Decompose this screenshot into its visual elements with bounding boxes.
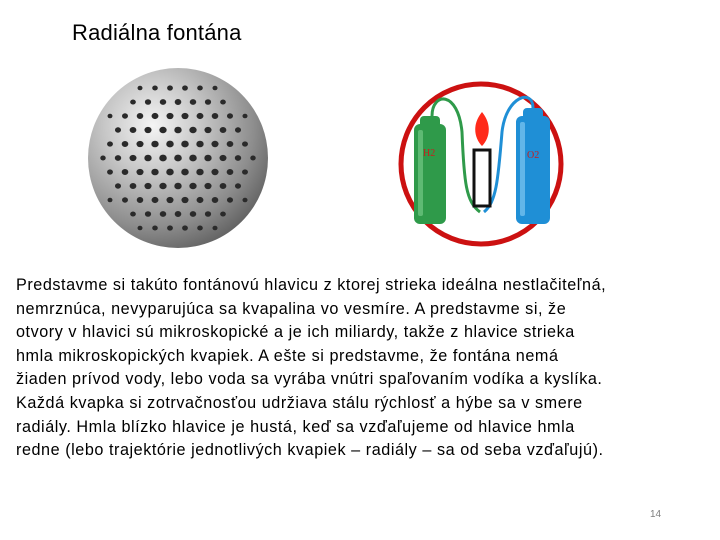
sphere-hole bbox=[108, 198, 113, 202]
sphere-hole bbox=[122, 113, 128, 118]
sphere-hole bbox=[189, 155, 197, 162]
sphere-hole bbox=[190, 99, 197, 105]
sphere-hole bbox=[144, 183, 151, 189]
sphere-hole bbox=[182, 225, 188, 230]
sphere-hole bbox=[181, 197, 188, 203]
sphere-hole bbox=[136, 169, 143, 175]
oxygen-label: O2 bbox=[527, 150, 540, 161]
sphere-hole bbox=[242, 169, 248, 174]
sphere-hole bbox=[197, 197, 204, 203]
sphere-hole bbox=[159, 155, 167, 162]
body-line: redne (lebo trajektórie jednotlivých kvapiek – radiály – sa od seba vzďaľujú). bbox=[16, 441, 604, 460]
sphere-hole bbox=[130, 99, 136, 104]
body-line: nemrznúca, nevyparujúca sa kvapalina vo vesmíre. A predstavme si, že bbox=[16, 299, 567, 318]
sphere-hole bbox=[212, 113, 219, 119]
sphere-hole bbox=[100, 156, 105, 161]
sphere-hole bbox=[204, 183, 211, 189]
sphere-hole bbox=[108, 114, 113, 118]
sphere-hole bbox=[220, 211, 226, 216]
burner-tube bbox=[474, 150, 490, 206]
sphere-hole bbox=[250, 156, 255, 161]
sphere-hole bbox=[205, 211, 211, 217]
sphere-hole bbox=[107, 169, 113, 174]
sphere-hole bbox=[181, 141, 189, 148]
sphere-hole bbox=[115, 155, 121, 161]
sphere-hole bbox=[204, 155, 211, 162]
hydrogen-cylinder bbox=[414, 116, 446, 224]
body-line: žiaden prívod vody, lebo voda sa vyrába vnútri spaľovaním vodíka a kyslíka. bbox=[16, 370, 603, 389]
sphere-hole bbox=[145, 99, 151, 105]
sphere-hole bbox=[235, 127, 241, 132]
sphere-hole bbox=[122, 141, 129, 147]
oxygen-cylinder bbox=[516, 108, 550, 224]
burner-apparatus-image bbox=[392, 72, 570, 256]
sphere-hole bbox=[115, 127, 121, 132]
sphere-hole bbox=[174, 155, 182, 162]
sphere-hole bbox=[235, 183, 241, 188]
sphere-hole bbox=[151, 141, 158, 148]
sphere-hole bbox=[220, 155, 227, 161]
sphere-hole bbox=[130, 211, 136, 216]
sphere-hole bbox=[197, 113, 204, 119]
sphere-hole bbox=[122, 197, 128, 202]
sphere-hole bbox=[227, 197, 233, 202]
flame-icon bbox=[475, 112, 489, 146]
sphere-hole bbox=[159, 127, 166, 134]
sphere-hole bbox=[220, 99, 226, 104]
sphere-hole bbox=[144, 155, 151, 162]
sphere-hole bbox=[174, 127, 181, 134]
slide-body-text bbox=[16, 274, 706, 463]
body-line: otvory v hlavici sú mikroskopické a je ich miliardy, takže z hlavice strieka bbox=[16, 323, 575, 342]
sphere-hole bbox=[152, 197, 159, 203]
sphere-hole bbox=[211, 141, 218, 147]
sphere-hole bbox=[196, 169, 203, 176]
sphere-hole bbox=[205, 99, 211, 105]
sphere-hole bbox=[181, 169, 189, 176]
sphere-hole bbox=[167, 85, 173, 90]
sphere-hole bbox=[174, 183, 181, 190]
sphere-hole bbox=[175, 99, 182, 105]
sphere-hole bbox=[212, 86, 217, 91]
sphere-hole bbox=[138, 226, 143, 230]
sphere-hole bbox=[160, 99, 167, 105]
sphere-hole bbox=[166, 141, 174, 148]
sphere-hole bbox=[235, 155, 241, 161]
sphere-hole bbox=[130, 183, 137, 189]
sphere-hole bbox=[152, 113, 159, 119]
sphere-hole bbox=[189, 183, 196, 190]
sphere-hole bbox=[151, 169, 158, 176]
sphere-hole bbox=[130, 127, 137, 133]
sphere-hole bbox=[160, 211, 167, 217]
sphere-hole bbox=[136, 141, 143, 147]
sphere-hole bbox=[115, 183, 121, 188]
sphere-hole bbox=[227, 141, 234, 147]
sphere-hole bbox=[137, 197, 144, 203]
sphere-hole bbox=[212, 197, 219, 203]
sphere-hole bbox=[137, 113, 144, 119]
sphere-hole bbox=[130, 155, 137, 161]
sphere-hole bbox=[152, 226, 158, 231]
sphere-hole bbox=[242, 114, 247, 119]
sphere-hole bbox=[212, 226, 217, 231]
body-line: Každá kvapka si zotrvačnosťou udržiava stálu rýchlosť a hýbe sa v smere bbox=[16, 393, 583, 412]
sphere-hole bbox=[182, 85, 188, 90]
sphere-hole bbox=[167, 225, 173, 230]
sphere-hole bbox=[144, 127, 151, 133]
sphere-hole bbox=[242, 198, 247, 203]
fountain-head-image bbox=[86, 66, 270, 250]
page-number: 14 bbox=[650, 509, 662, 520]
body-line: hmla mikroskopických kvapiek. A ešte si predstavme, že fontána nemá bbox=[16, 346, 559, 365]
sphere-hole bbox=[159, 183, 166, 190]
sphere-hole bbox=[166, 169, 174, 176]
sphere-hole bbox=[197, 225, 203, 230]
sphere-hole bbox=[152, 86, 158, 91]
sphere-hole bbox=[211, 169, 218, 175]
sphere-hole bbox=[227, 113, 233, 118]
sphere-hole bbox=[166, 113, 173, 119]
body-line: Predstavme si takúto fontánovú hlavicu z ktorej strieka ideálna nestlačiteľná, bbox=[16, 276, 607, 294]
sphere-hole bbox=[122, 169, 129, 175]
sphere-hole bbox=[220, 127, 227, 133]
sphere-hole bbox=[197, 85, 203, 90]
sphere-hole bbox=[138, 86, 143, 90]
sphere-hole bbox=[204, 127, 211, 133]
sphere-hole bbox=[242, 141, 248, 146]
sphere-hole bbox=[227, 169, 234, 175]
slide-title: Radiálna fontána bbox=[72, 20, 242, 45]
sphere-hole bbox=[166, 197, 173, 203]
sphere-hole bbox=[190, 211, 197, 217]
sphere-hole bbox=[107, 141, 113, 146]
hydrogen-label: H2 bbox=[423, 148, 436, 159]
body-line: radiály. Hmla blízko hlavice je hustá, keď sa vzďaľujeme od hlavice hmla bbox=[16, 417, 575, 436]
sphere-hole bbox=[189, 127, 196, 134]
sphere-hole bbox=[196, 141, 203, 148]
sphere-hole bbox=[175, 211, 182, 217]
sphere-hole bbox=[181, 113, 188, 119]
sphere-hole bbox=[145, 211, 151, 217]
sphere-hole bbox=[220, 183, 227, 189]
